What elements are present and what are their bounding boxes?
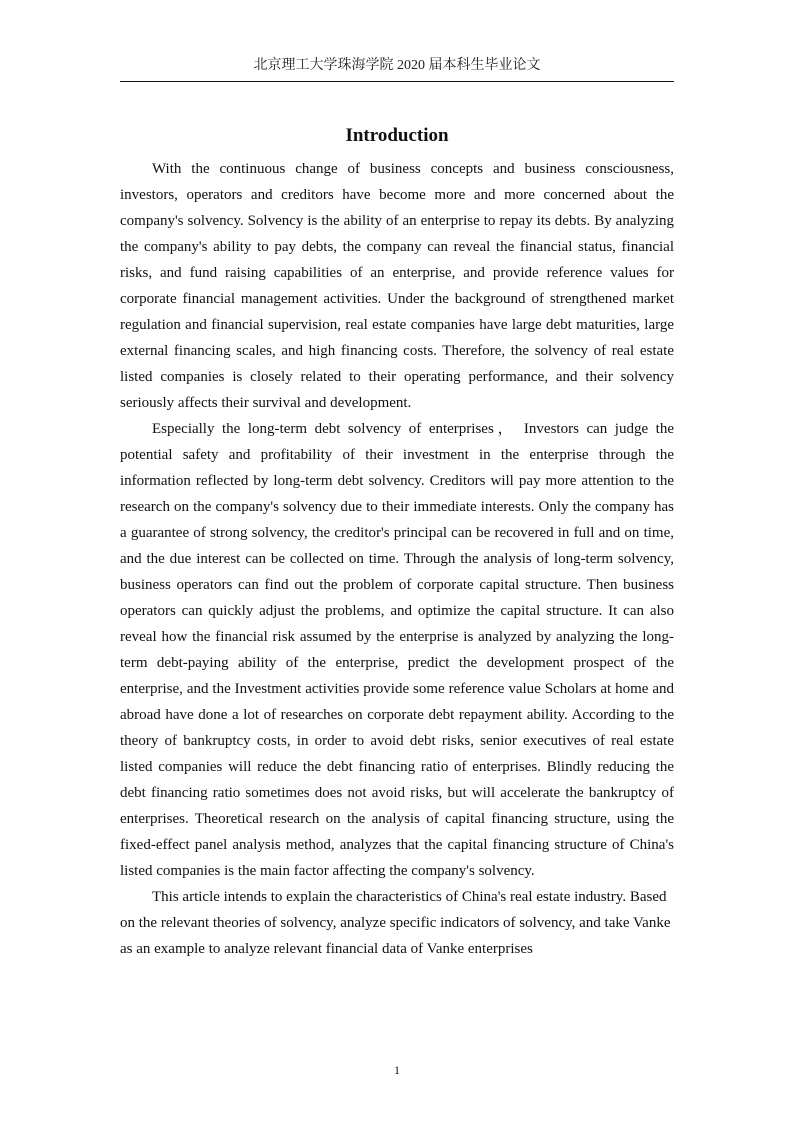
paragraph-3: This article intends to explain the characteristics of China's real estate industry. Based on the relevant theories of solvency, analyze specific indicators of solvency, and take Vanke as an example to analyze relevant financial data of Vanke enterprises (120, 889, 671, 957)
section-title: Introduction (345, 125, 449, 146)
paragraph-1: With the continuous change of business concepts and business consciousness, investors, operators and creditors have become more and more concerned about the company's solvency. Solvency is the ability of an enterprise to repay its debts. By analyzing the company's ability to pay debts, the company can reveal the financial status, financial risks, and fund raising capabilities of an enterprise, and provide reference values for corporate financial management activities. Under the background of strengthened market regulation and financial supervision, real estate companies have large debt maturities, large external financing scales, and high financing costs. Therefore, the solvency of real estate listed companies is closely related to their operating performance, and their solvency seriously affects their survival and development. (120, 161, 674, 411)
header-rule (120, 81, 674, 82)
running-header: 北京理工大学珠海学院 2020 届本科生毕业论文 (253, 58, 541, 73)
page-number: 1 (394, 1063, 400, 1077)
body-text (120, 156, 674, 962)
paragraph-2: Especially the long-term debt solvency of enterprises， Investors can judge the potential safety and profitability of their investment in the enterprise through the information reflected by long-term debt solvency. Creditors will pay more attention to the research on the company's solvency due to their immediate interests. Only the company has a guarantee of strong solvency, the creditor's principal can be recovered in full and on time, and the due interest can be collected on time. Through the analysis of long-term solvency, business operators can find out the problem of corporate capital structure. Then business operators can quickly adjust the problems, and optimize the capital structure. It can also reveal how the financial risk assumed by the enterprise is analyzed by analyzing the long-term debt-paying ability of the enterprise, predict the development prospect of the enterprise, and the Investment activities provide some reference value Scholars at home and abroad have done a lot of researches on corporate debt repayment ability. According to the theory of bankruptcy costs, in order to avoid debt risks, senior executives of real estate listed companies will reduce the debt financing ratio of enterprises. Blindly reducing the debt financing ratio sometimes does not avoid risks, but will accelerate the bankruptcy of enterprises. Theoretical research on the analysis of capital financing structure, using the fixed-effect panel analysis method, analyzes that the capital financing structure of China's listed companies is the main factor affecting the company's solvency. (120, 421, 674, 879)
